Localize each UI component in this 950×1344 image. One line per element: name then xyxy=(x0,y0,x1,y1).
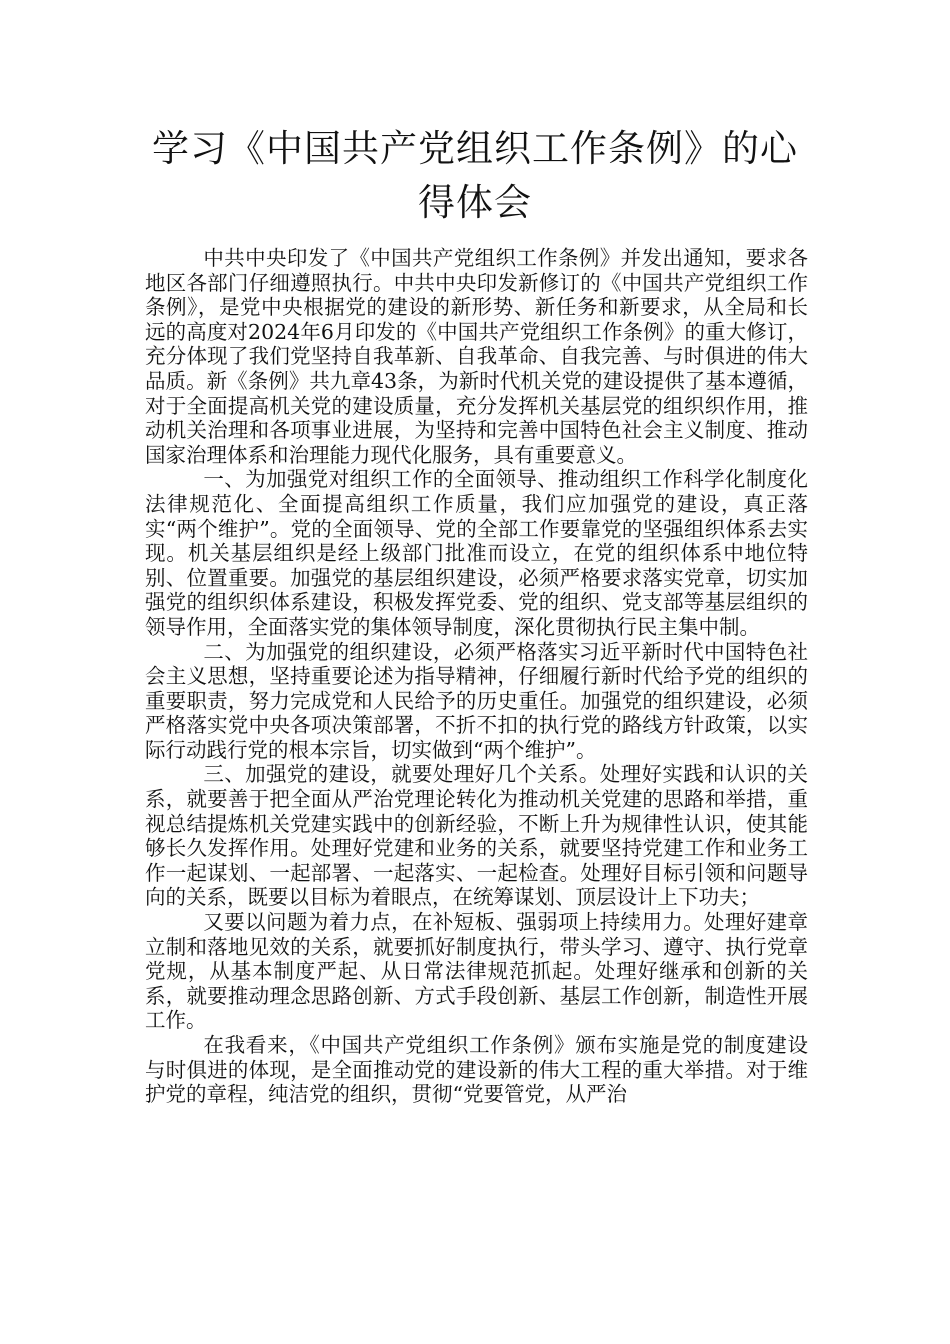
document-title: 学习《中国共产党组织工作条例》的心得体会 xyxy=(152,127,798,224)
paragraph-section-2: 二、为加强党的组织建设，必须严格落实习近平新时代中国特色社会主义思想，坚持重要论述为指导精神，仔细履行新时代给予党的组织的重要职责，努力完成党和人民给予的历史重任。加强党的组织建设，必须严格落实党中央各项决策部署，不折不扣的执行党的路线方针政策，以实际行动践行党的根本宗旨，切实做到“两个维护”。 xyxy=(145,639,808,762)
document-body xyxy=(145,246,808,1107)
paragraph-conclusion: 在我看来，《中国共产党组织工作条例》颁布实施是党的制度建设与时俱进的体现，是全面推动党的建设新的伟大工程的重大举措。对于维护党的章程，纯洁党的组织，贯彻“党要管党，从严治 xyxy=(145,1033,808,1107)
paragraph-section-3-continued: 又要以问题为着力点，在补短板、强弱项上持续用力。处理好建章立制和落地见效的关系，就要抓好制度执行，带头学习、遵守、执行党章党规，从基本制度严起、从日常法律规范抓起。处理好继承和创新的关系，就要推动理念思路创新、方式手段创新、基层工作创新，制造性开展工作。 xyxy=(145,910,808,1033)
paragraph-intro: 中共中央印发了《中国共产党组织工作条例》并发出通知，要求各地区各部门仔细遵照执行。中共中央印发新修订的《中国共产党组织工作条例》，是党中央根据党的建设的新形势、新任务和新要求，从全局和长远的高度对2024年6月印发的《中国共产党组织工作条例》的重大修订，充分体现了我们党坚持自我革新、自我革命、自我完善、与时俱进的伟大品质。新《条例》共九章43条，为新时代机关党的建设提供了基本遵循，对于全面提高机关党的建设质量，充分发挥机关基层党的组织织作用，推动机关治理和各项事业进展，为坚持和完善中国特色社会主义制度、推动国家治理体系和治理能力现代化服务，具有重要意义。 xyxy=(145,246,808,467)
paragraph-section-1: 一、为加强党对组织工作的全面领导、推动组织工作科学化制度化法律规范化、全面提高组织工作质量，我们应加强党的建设，真正落实“两个维护”。党的全面领导、党的全部工作要靠党的坚强组织体系去实现。机关基层组织是经上级部门批准而设立，在党的组织体系中地位特别、位置重要。加强党的基层组织建设，必须严格要求落实党章，切实加强党的组织织体系建设，积极发挥党委、党的组织、党支部等基层组织的领导作用，全面落实党的集体领导制度，深化贯彻执行民主集中制。 xyxy=(145,467,808,639)
paragraph-section-3: 三、加强党的建设，就要处理好几个关系。处理好实践和认识的关系，就要善于把全面从严治党理论转化为推动机关党建的思路和举措，重视总结提炼机关党建实践中的创新经验，不断上升为规律性认识，使其能够长久发挥作用。处理好党建和业务的关系，就要坚持党建工作和业务工作一起谋划、一起部署、一起落实、一起检查。处理好目标引领和问题导向的关系，既要以目标为着眼点，在统筹谋划、顶层设计上下功夫； xyxy=(145,762,808,910)
